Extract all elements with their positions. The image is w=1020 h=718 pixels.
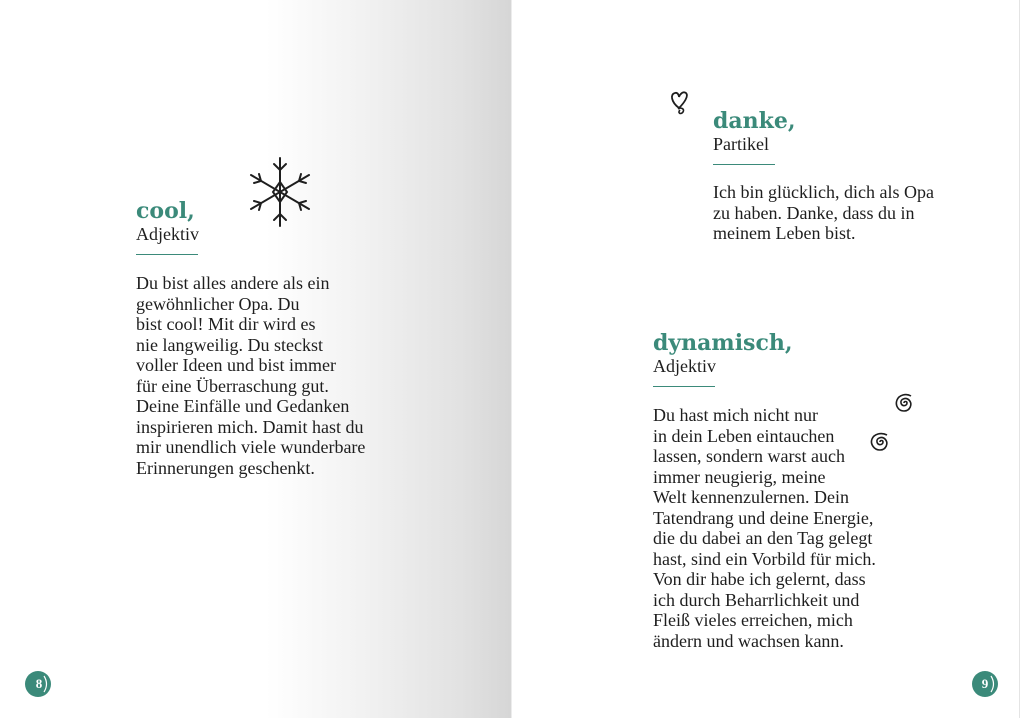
body-line: Welt kennenzulernen. Dein [653,487,849,507]
part-of-speech: Partikel [713,134,769,154]
snowflake-icon [244,154,316,230]
part-of-speech: Adjektiv [653,356,716,376]
body-line: hast, sind ein Vorbild für mich. [653,548,876,569]
divider [653,386,715,387]
spiral-icon [891,390,917,416]
entry-cool [136,198,199,255]
body-line: Von dir habe ich gelernt, dass [653,569,866,589]
body-line: lassen, sondern warst auch [653,446,845,466]
body-line: ich durch Beharrlichkeit und [653,589,860,610]
entry-dynamisch [653,330,793,387]
page-number-text: 9 [981,676,989,691]
divider [713,164,775,165]
right-page [511,0,1020,718]
page-number-right [970,669,1000,699]
headword: danke, [713,108,796,134]
body-line: Du bist alles andere als ein [136,273,330,293]
page-number-text: 8 [35,676,43,691]
body-line: mir unendlich viele wunderbare [136,437,366,457]
body-line: gewöhnlicher Opa. Du [136,293,300,314]
divider [136,254,198,255]
body-line: voller Ideen und bist immer [136,355,336,375]
body-line: ändern und wachsen kann. [653,630,844,651]
body-line: Deine Einfälle und Gedanken [136,396,350,416]
body-line: Tatendrang und deine Energie, [653,507,874,528]
entry-dynamisch-body [653,405,876,651]
body-line: in dein Leben eintauchen [653,425,835,446]
heart-doodle-icon [668,88,692,120]
body-line: zu haben. Danke, dass du in [713,202,915,223]
body-line: bist cool! Mit dir wird es [136,314,316,334]
entry-danke [713,108,796,165]
body-line: nie langweilig. Du steckst [136,334,323,355]
body-line: Ich bin glücklich, dich als Opa [713,182,934,202]
body-line: für eine Überraschung gut. [136,375,329,396]
headword: cool, [136,198,195,224]
headword: dynamisch, [653,330,793,356]
body-line: inspirieren mich. Damit hast du [136,416,364,437]
body-line: die du dabei an den Tag gelegt [653,528,873,548]
entry-cool-body [136,273,365,478]
body-line: Erinnerungen geschenkt. [136,457,315,478]
part-of-speech: Adjektiv [136,224,199,244]
entry-danke-body [713,182,934,244]
body-line: immer neugierig, meine [653,466,826,487]
body-line: Fleiß vieles erreichen, mich [653,610,853,630]
body-line: meinem Leben bist. [713,223,856,243]
page-number-left [24,669,54,699]
body-line: Du hast mich nicht nur [653,405,818,425]
